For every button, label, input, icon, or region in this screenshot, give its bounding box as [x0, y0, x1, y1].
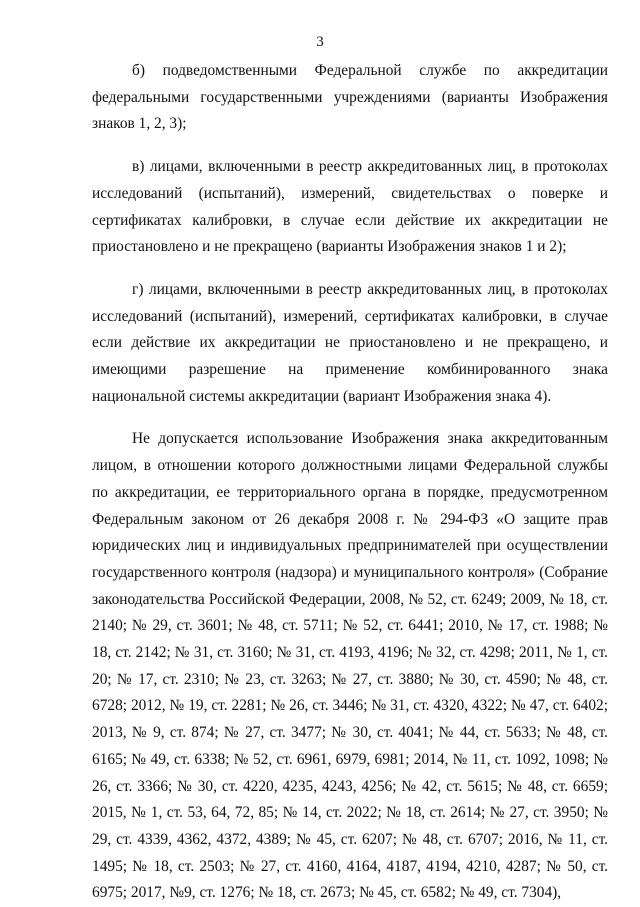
paragraph-g: г) лицами, включенными в реестр аккредитованных лиц, в протоколах исследований (испытаний), измерений, сертификатах калибровки, в случае если действие их аккредитации не приостановлено и не прекращено, и имеющими разрешение на применение комбинированного знака национальной системы аккредитации (вариант Изображения знака 4). [92, 280, 608, 405]
paragraph-v: в) лицами, включенными в реестр аккредитованных лиц, в протоколах исследований (испытаний), измерений, свидетельствах о поверке и сертификатах калибровки, в случае если действие их аккредитации не приостановлено и не прекращено (варианты Изображения знаков 1 и 2); [92, 158, 608, 256]
document-body [92, 58, 608, 907]
page-number: 3 [316, 34, 324, 50]
paragraph-b: б) подведомственными Федеральной службе по аккредитации федеральными государственными учреждениями (варианты Изображения знаков 1, 2, 3); [92, 62, 608, 133]
paragraph-prohibition: Не допускается использование Изображения знака аккредитованным лицом, в отношении которого должностными лицами Федеральной службы по аккредитации, ее территориального органа в порядке, предусмотренном Федеральным законом от 26 декабря 2008 г. № 294-ФЗ «О защите прав юридических лиц и индивидуальных предпринимателей при осуществлении государственного контроля (надзора) и муниципального контроля» (Собрание законодательства Российской Федерации, 2008, № 52, ст. 6249; 2009, № 18, ст. 2140; № 29, ст. 3601; № 48, ст. 5711; № 52, ст. 6441; 2010, № 17, ст. 1988; № 18, ст. 2142; № 31, ст. 3160; № 31, ст. 4193, 4196; № 32, ст. 4298; 2011, № 1, ст. 20; № 17, ст. 2310; № 23, ст. 3263; № 27, ст. 3880; № 30, ст. 4590; № 48, ст. 6728; 2012, № 19, ст. 2281; № 26, ст. 3446; № 31, ст. 4320, 4322; № 47, ст. 6402; 2013, № 9, ст. 874; № 27, ст. 3477; № 30, ст. 4041; № 44, ст. 5633; № 48, ст. 6165; № 49, ст. 6338; № 52, ст. 6961, 6979, 6981; 2014, № 11, ст. 1092, 1098; № 26, ст. 3366; № 30, ст. 4220, 4235, 4243, 4256; № 42, ст. 5615; № 48, ст. 6659; 2015, № 1, ст. 53, 64, 72, 85; № 14, ст. 2022; № 18, ст. 2614; № 27, ст. 3950; № 29, ст. 4339, 4362, 4372, 4389; № 45, ст. 6207; № 48, ст. 6707; 2016, № 11, ст. 1495; № 18, ст. 2503; № 27, ст. 4160, 4164, 4187, 4194, 4210, 4287; № 50, ст. 6975; 2017, №9, ст. 1276; № 18, ст. 2673; № 45, ст. 6582; № 49, ст. 7304), [92, 430, 608, 902]
